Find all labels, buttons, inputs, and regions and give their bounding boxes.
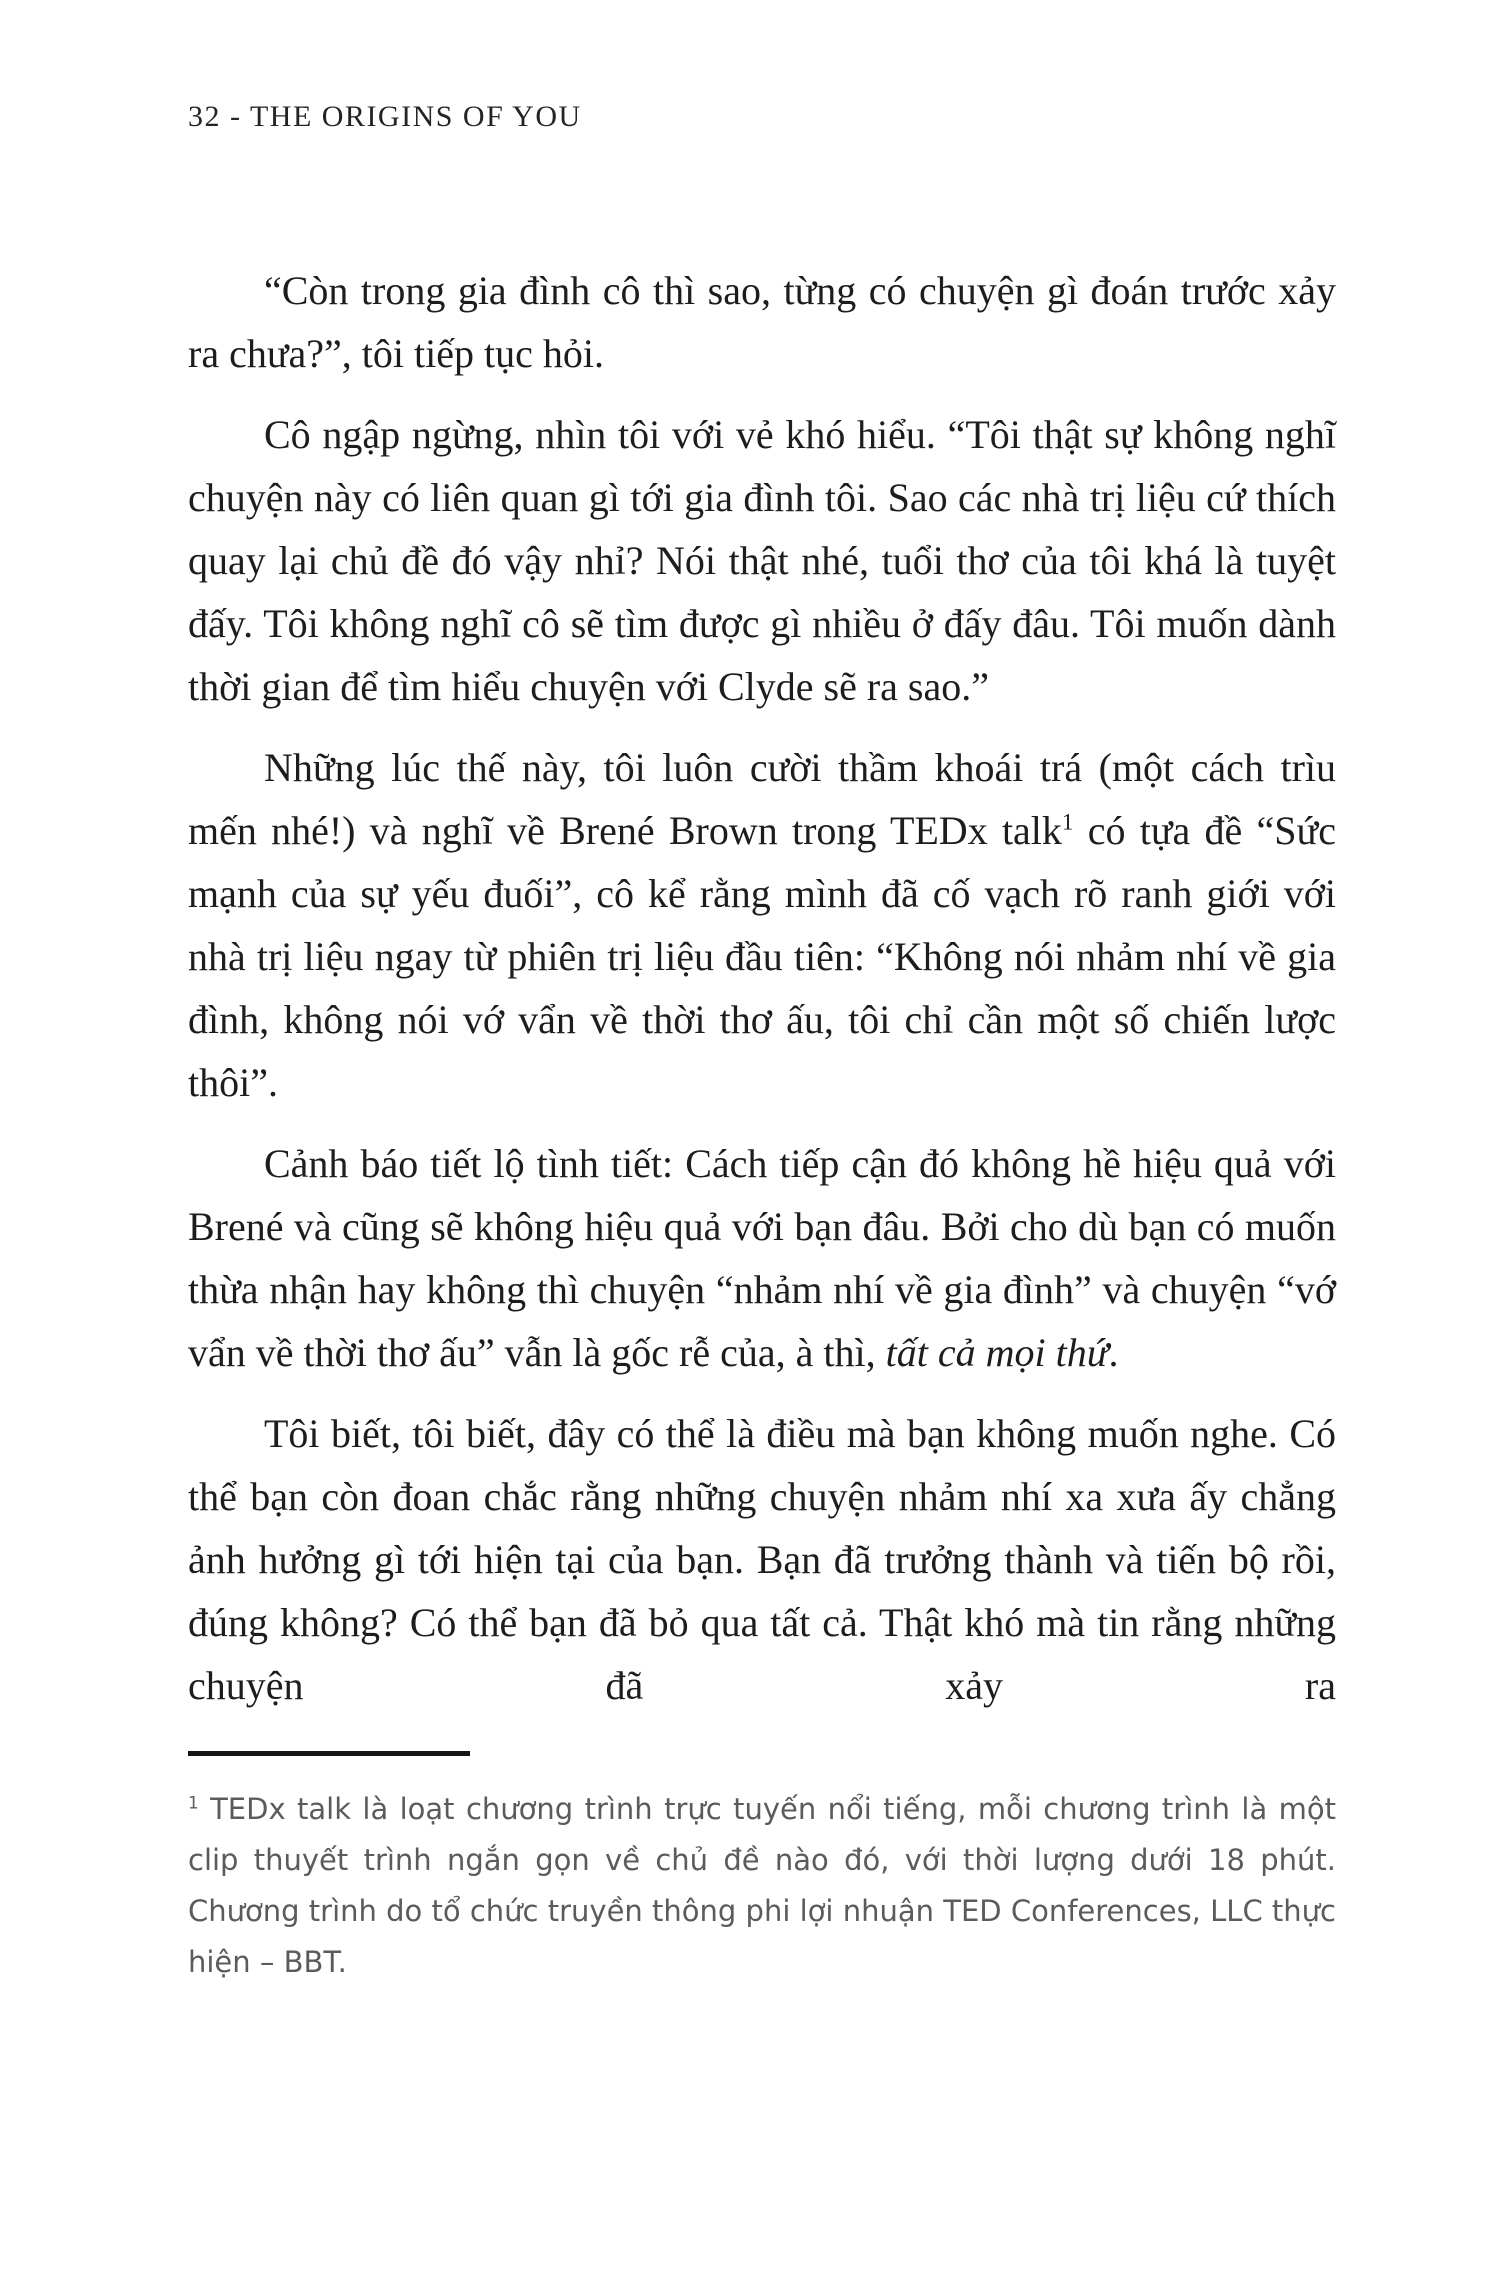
footnote-body: TEDx talk là loạt chương trình trực tuyến nổi tiếng, mỗi chương trình là một clip thuyết trình ngắn gọn về chủ đề nào đó, với thời lượng dưới 18 phút. Chương trình do tổ chức truyền thông phi lợi nhuận TED Conferences, LLC thực hiện – BBT. [188, 1792, 1336, 1979]
paragraph-text: có tựa đề “Sức mạnh của sự yếu đuối”, cô kể rằng mình đã cố vạch rõ ranh giới với nhà trị liệu ngay từ phiên trị liệu đầu tiên: “Không nói nhảm nhí về gia đình, không nói vớ vẩn về thời thơ ấu, tôi chỉ cần một số chiến lược thôi”. [188, 808, 1336, 1105]
paragraph-text: Những lúc thế này, tôi luôn cười thầm khoái trá (một cách trìu mến nhé!) và nghĩ về Brené Brown trong TEDx talk [188, 745, 1336, 853]
paragraph: “Còn trong gia đình cô thì sao, từng có chuyện gì đoán trước xảy ra chưa?”, tôi tiếp tục hỏi. [188, 268, 1336, 376]
footnote-reference: 1 [1061, 809, 1074, 836]
running-head [188, 100, 1336, 134]
emphasized-text: tất cả mọi thứ [885, 1330, 1109, 1375]
footnote-section [188, 1751, 1336, 1988]
paragraph [188, 1132, 1336, 1384]
paragraph: Tôi biết, tôi biết, đây có thể là điều mà bạn không muốn nghe. Có thể bạn còn đoan chắc rằng những chuyện nhảm nhí xa xưa ấy chẳng ảnh hưởng gì tới hiện tại của bạn. Bạn đã trưởng thành và tiến bộ rồi, đúng không? Có thể bạn đã bỏ qua tất cả. Thật khó mà tin rằng những chuyện đã xảy ra [188, 1411, 1336, 1708]
footnote-text [188, 1784, 1336, 1988]
body-text [188, 259, 1336, 1717]
paragraph-text: . [1108, 1330, 1119, 1375]
paragraph-text: Cảnh báo tiết lộ tình tiết: Cách tiếp cận đó không hề hiệu quả với Brené và cũng sẽ không hiệu quả với bạn đâu. Bởi cho dù bạn có muốn thừa nhận hay không thì chuyện “nhảm nhí về gia đình” và chuyện “vớ vẩn về thời thơ ấu” vẫn là gốc rễ của, à thì, [188, 1141, 1336, 1375]
paragraph: Cô ngập ngừng, nhìn tôi với vẻ khó hiểu. “Tôi thật sự không nghĩ chuyện này có liên quan gì tới gia đình tôi. Sao các nhà trị liệu cứ thích quay lại chủ đề đó vậy nhỉ? Nói thật nhé, tuổi thơ của tôi khá là tuyệt đấy. Tôi không nghĩ cô sẽ tìm được gì nhiều ở đấy đâu. Tôi muốn dành thời gian để tìm hiểu chuyện với Clyde sẽ ra sao.” [188, 412, 1336, 709]
footnote-marker: 1 [188, 1792, 199, 1813]
page-number-and-book-title: 32 - THE ORIGINS OF YOU [188, 100, 582, 133]
footnote-divider [188, 1751, 470, 1756]
paragraph [188, 736, 1336, 1114]
